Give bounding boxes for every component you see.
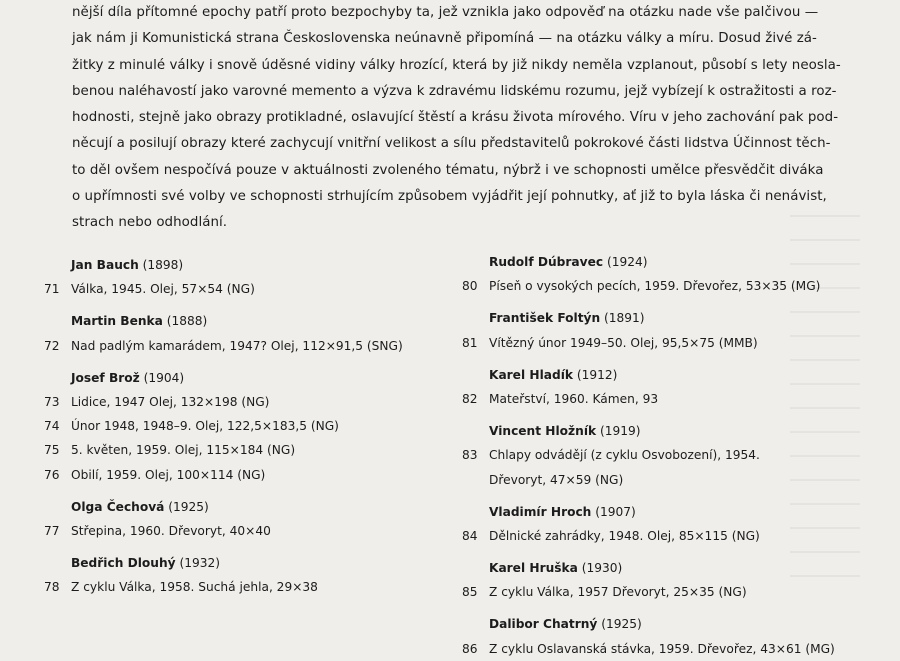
catalog-number: 85 <box>462 585 478 600</box>
artist-name: Vladimír Hroch <box>489 504 592 519</box>
intro-line: žitky z minulé války i snově úděsné vidiny války hrozící, která by již nikdy neměla vzplanout, působí s lety neosla- <box>72 57 841 73</box>
artist-heading <box>462 419 882 443</box>
artist-birth-year: (1932) <box>175 556 220 571</box>
work-description: Z cyklu Válka, 1958. Suchá jehla, 29×38 <box>71 580 318 595</box>
catalog-number: 86 <box>462 641 478 656</box>
catalog-number: 74 <box>44 419 60 434</box>
left-column-list <box>44 253 444 599</box>
entry-spacer <box>462 492 882 500</box>
artist-heading <box>44 495 444 519</box>
catalog-entry <box>462 443 882 467</box>
artist-birth-year: (1898) <box>138 258 184 272</box>
artist-name: Jan Bauch <box>71 258 139 272</box>
artist-heading <box>44 551 444 575</box>
entry-spacer <box>462 548 882 556</box>
catalog-entry <box>462 580 882 604</box>
entry-spacer <box>462 298 882 306</box>
work-description: 5. květen, 1959. Olej, 115×184 (NG) <box>71 443 296 458</box>
work-description: Únor 1948, 1948–9. Olej, 122,5×183,5 (NG) <box>71 419 339 434</box>
artist-name: František Foltýn <box>489 311 601 326</box>
artist-name: Olga Čechová <box>71 499 165 514</box>
artist-birth-year: (1888) <box>162 314 208 329</box>
catalog-number: 72 <box>44 338 60 353</box>
work-description: Píseň o vysokých pecích, 1959. Dřevořez, 53×35 (MG) <box>489 279 821 294</box>
catalog-entry <box>462 524 882 548</box>
artist-heading <box>462 612 882 636</box>
work-description: Z cyklu Oslavanská stávka, 1959. Dřevořez, 43×61 (MG) <box>489 641 835 656</box>
catalog-number: 81 <box>462 335 478 350</box>
artist-name: Dalibor Chatrný <box>489 617 598 632</box>
artist-birth-year: (1912) <box>572 367 618 382</box>
catalog-entry <box>44 438 444 462</box>
catalog-entry <box>44 334 444 358</box>
catalog-number: 78 <box>44 580 60 595</box>
intro-paragraph <box>72 0 844 237</box>
artist-name: Bedřich Dlouhý <box>71 556 176 571</box>
catalog-number: 75 <box>44 443 60 458</box>
entry-spacer <box>44 543 444 551</box>
entry-spacer <box>462 355 882 363</box>
catalog-entry <box>44 277 444 301</box>
catalog-entry <box>462 468 882 492</box>
intro-line: benou naléhavostí jako varovné memento a výzva k zdravému lidskému rozumu, jejž vybízejí k ostražitosti a roz- <box>72 83 837 99</box>
catalog-entry <box>462 331 882 355</box>
work-description: Nad padlým kamarádem, 1947? Olej, 112×91,5 (SNG) <box>71 338 403 353</box>
artist-birth-year: (1891) <box>600 311 645 326</box>
work-description: Mateřství, 1960. Kámen, 93 <box>489 391 659 406</box>
catalog-entry <box>44 575 444 599</box>
work-description: Střepina, 1960. Dřevoryt, 40×40 <box>71 523 271 538</box>
artist-name: Karel Hladík <box>489 367 573 382</box>
artist-birth-year: (1925) <box>164 499 209 514</box>
intro-line: jak nám ji Komunistická strana Československa neúnavně připomíná — na otázku války a míru. Dosud živé zá- <box>72 31 817 47</box>
intro-line: o upřímnosti své volby ve schopnosti strhujícím způsobem vyjádřit její pohnutky, ať již to byla láska či nenávist, <box>72 189 827 205</box>
artist-birth-year: (1919) <box>596 424 641 439</box>
work-description: Lidice, 1947 Olej, 132×198 (NG) <box>71 394 270 409</box>
catalog-number: 71 <box>44 282 60 297</box>
catalog-entry <box>462 274 882 298</box>
catalog-number: 76 <box>44 467 60 482</box>
catalog-number: 80 <box>462 279 478 294</box>
catalog-entry <box>44 463 444 487</box>
artist-name: Karel Hruška <box>489 561 578 576</box>
work-description: Válka, 1945. Olej, 57×54 (NG) <box>71 282 255 297</box>
entry-spacer <box>462 604 882 612</box>
artist-birth-year: (1907) <box>591 504 636 519</box>
artist-heading <box>462 556 882 580</box>
catalog-entry <box>462 387 882 411</box>
catalog-number: 83 <box>462 448 478 463</box>
artist-name: Martin Benka <box>71 314 163 329</box>
intro-line: to děl ovšem nespočívá pouze v aktuálnosti zvoleného tématu, nýbrž i ve schopnosti umělce přesvědčit diváka <box>72 162 824 178</box>
artist-name: Vincent Hložník <box>489 424 597 439</box>
work-description: Vítězný únor 1949–50. Olej, 95,5×75 (MMB) <box>489 335 758 350</box>
intro-line: nější díla přítomné epochy patří proto bezpochyby ta, jež vznikla jako odpověď na otázku nade vše palčivou — <box>72 5 819 20</box>
catalog-number: 84 <box>462 528 478 543</box>
artist-heading <box>462 363 882 387</box>
entry-spacer <box>462 411 882 419</box>
catalog-number: 77 <box>44 523 60 538</box>
artist-birth-year: (1925) <box>597 617 642 632</box>
work-description: Obilí, 1959. Olej, 100×114 (NG) <box>71 467 266 482</box>
artist-heading <box>462 306 882 330</box>
work-description: Chlapy odvádějí (z cyklu Osvobození), 1954. <box>489 448 760 463</box>
catalog-number: 82 <box>462 391 478 406</box>
entry-spacer <box>44 301 444 309</box>
catalog-entry <box>44 519 444 543</box>
catalog-entry <box>44 414 444 438</box>
catalog-number: 73 <box>44 394 60 409</box>
work-description: Z cyklu Válka, 1957 Dřevoryt, 25×35 (NG) <box>489 585 747 600</box>
artist-heading <box>44 366 444 390</box>
entry-spacer <box>44 487 444 495</box>
right-column-list <box>462 250 882 661</box>
entry-spacer <box>44 358 444 366</box>
artist-birth-year: (1924) <box>603 255 648 269</box>
artist-heading <box>44 253 444 277</box>
catalog-entry <box>462 637 882 661</box>
artist-heading <box>462 250 882 274</box>
artist-name: Rudolf Dúbravec <box>489 255 604 269</box>
artist-heading <box>462 500 882 524</box>
artist-birth-year: (1930) <box>577 561 623 576</box>
intro-line: něcují a posilují obrazy které zachycují vnitřní velikost a sílu představitelů pokrokové části lidstva Účinnost těch- <box>72 136 831 152</box>
work-description: Dřevoryt, 47×59 (NG) <box>489 472 624 487</box>
catalog-entry <box>44 390 444 414</box>
work-description: Dělnické zahrádky, 1948. Olej, 85×115 (NG) <box>489 528 760 543</box>
intro-line: strach nebo odhodlání. <box>72 215 228 231</box>
artist-heading <box>44 309 444 333</box>
artist-name: Josef Brož <box>71 370 140 385</box>
artist-birth-year: (1904) <box>139 370 185 385</box>
intro-line: hodnosti, stejně jako obrazy protikladné, oslavující štěstí a krásu života mírového. Víru v jeho zachování pak pod- <box>72 110 839 126</box>
